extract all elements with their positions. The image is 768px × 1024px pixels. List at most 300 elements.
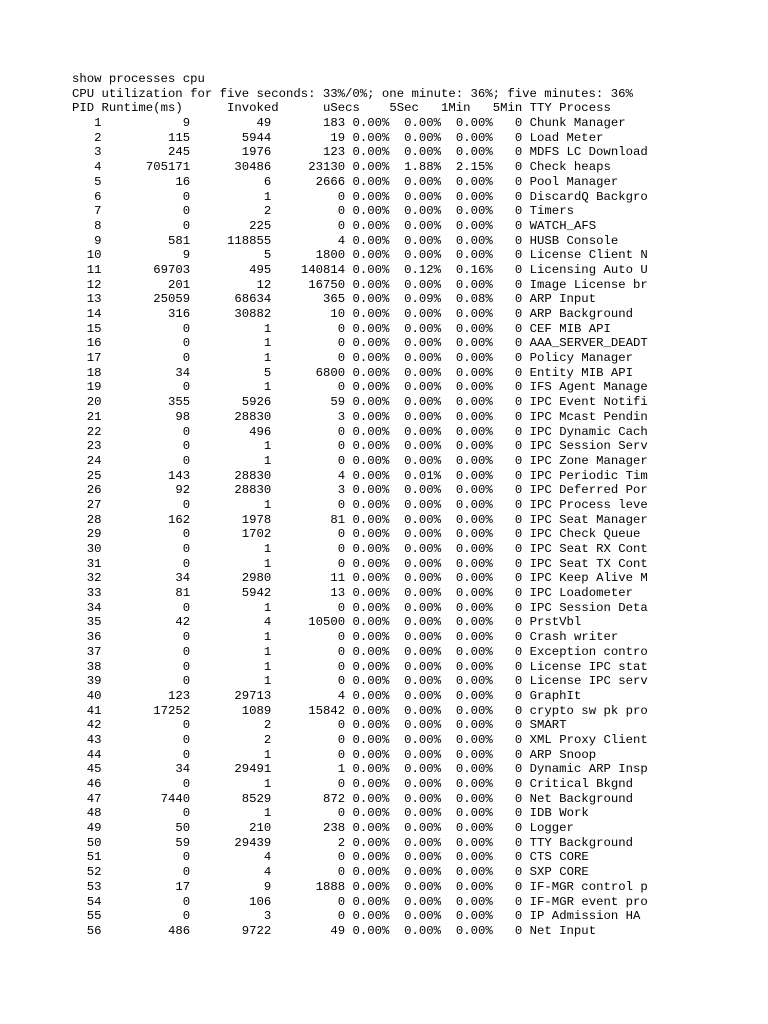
cell-invoked: 118855 <box>227 233 272 248</box>
cell-process: AAA_SERVER_DEADT <box>529 336 648 351</box>
cell-process: License Client N <box>529 248 648 263</box>
cell-tty: 0 <box>514 424 523 439</box>
table-row <box>72 131 648 146</box>
cell-process: Dynamic ARP Insp <box>529 762 648 777</box>
cell-tty: 0 <box>514 497 523 512</box>
cell-tty: 0 <box>514 777 523 791</box>
cell-pid: 22 <box>86 424 102 439</box>
table-row <box>72 469 648 484</box>
cell-pid: 31 <box>86 556 102 571</box>
table-row <box>72 733 648 748</box>
cell-pct-1min: 0.00% <box>404 600 442 615</box>
cell-tty: 0 <box>514 512 523 527</box>
cell-usecs: 0 <box>337 600 346 615</box>
cell-runtime: 17 <box>175 879 191 894</box>
cell-runtime: 0 <box>182 806 191 821</box>
cell-runtime: 34 <box>175 365 191 380</box>
cell-usecs: 10 <box>330 307 346 321</box>
cell-pct-1min: 0.00% <box>404 380 442 395</box>
cell-pct-1min: 0.00% <box>404 365 442 380</box>
cell-pct-5sec: 0.00% <box>352 453 390 468</box>
cell-runtime: 0 <box>182 644 191 659</box>
cell-process: XML Proxy Client <box>529 732 648 747</box>
cell-usecs: 4 <box>337 233 346 248</box>
cell-pid: 26 <box>86 483 102 498</box>
cell-pct-5min: 0.00% <box>455 380 493 395</box>
cell-pct-5sec: 0.00% <box>352 923 390 938</box>
cell-tty: 0 <box>514 630 523 645</box>
cell-pct-5min: 0.00% <box>455 821 493 836</box>
cell-pct-5min: 0.00% <box>455 644 493 659</box>
cell-usecs: 0 <box>337 556 346 571</box>
cell-runtime: 0 <box>182 747 191 762</box>
cell-pct-1min: 0.00% <box>404 909 442 924</box>
cell-pct-5min: 0.00% <box>455 630 493 645</box>
cell-pct-5sec: 0.00% <box>352 439 390 454</box>
table-row <box>72 542 648 557</box>
cell-pid: 37 <box>86 644 102 659</box>
cell-tty: 0 <box>514 453 523 468</box>
cell-usecs: 3 <box>337 409 346 424</box>
cell-pct-5min: 0.00% <box>455 909 493 924</box>
cell-invoked: 12 <box>256 277 272 292</box>
cell-tty: 0 <box>514 380 523 395</box>
cell-invoked: 5942 <box>241 586 272 601</box>
cell-runtime: 0 <box>182 542 191 556</box>
col-tty-header: TTY <box>529 101 552 116</box>
cell-runtime: 581 <box>167 233 191 248</box>
cell-pct-5sec: 0.00% <box>352 850 390 865</box>
cell-pct-5min: 0.00% <box>455 777 493 791</box>
cell-pid: 6 <box>94 189 102 204</box>
cell-runtime: 34 <box>175 571 191 586</box>
cell-process: IPC Session Deta <box>529 600 648 615</box>
cell-pct-5min: 0.00% <box>455 453 493 468</box>
cell-pct-5min: 2.15% <box>455 160 493 175</box>
cell-pid: 55 <box>86 909 102 924</box>
cell-pct-1min: 0.00% <box>404 659 442 674</box>
cell-pct-5sec: 0.00% <box>352 204 390 219</box>
cell-pct-5sec: 0.00% <box>352 835 390 850</box>
cell-pct-5min: 0.00% <box>455 204 493 219</box>
cell-runtime: 201 <box>167 277 191 292</box>
table-row <box>72 895 648 910</box>
cell-usecs: 0 <box>337 806 346 821</box>
cell-invoked: 8529 <box>241 791 272 806</box>
cell-pid: 33 <box>86 586 102 601</box>
cell-tty: 0 <box>514 659 523 674</box>
cell-pct-5sec: 0.00% <box>352 174 390 189</box>
cell-process: IF-MGR control p <box>529 879 648 894</box>
cell-runtime: 0 <box>182 894 191 909</box>
cell-process: IPC Seat RX Cont <box>529 542 648 556</box>
cell-process: Chunk Manager <box>529 116 626 131</box>
cell-usecs: 0 <box>337 351 346 366</box>
cell-pct-5sec: 0.00% <box>352 821 390 836</box>
cell-process: CTS CORE <box>529 850 589 865</box>
cell-process: IP Admission HA <box>529 909 641 924</box>
cell-invoked: 2 <box>263 204 272 219</box>
cell-invoked: 1 <box>263 644 272 659</box>
cell-pid: 17 <box>86 351 102 366</box>
table-row <box>72 234 648 249</box>
cell-pct-5min: 0.00% <box>455 835 493 850</box>
cell-pct-5sec: 0.00% <box>352 571 390 586</box>
cell-pid: 44 <box>86 747 102 762</box>
cell-pid: 1 <box>94 116 102 131</box>
cell-tty: 0 <box>514 395 523 410</box>
cell-pid: 9 <box>94 233 102 248</box>
cell-pct-5sec: 0.00% <box>352 248 390 263</box>
cell-invoked: 4 <box>263 615 272 630</box>
cell-tty: 0 <box>514 233 523 248</box>
cell-process: IPC Dynamic Cach <box>529 424 648 439</box>
cell-pct-5min: 0.00% <box>455 365 493 380</box>
cell-runtime: 7440 <box>160 791 191 806</box>
cell-usecs: 0 <box>337 674 346 689</box>
cell-pid: 23 <box>86 439 102 454</box>
cell-pct-5min: 0.00% <box>455 497 493 512</box>
cell-pid: 29 <box>86 527 102 542</box>
cell-tty: 0 <box>514 747 523 762</box>
cell-invoked: 2980 <box>241 571 272 586</box>
table-row <box>72 498 648 513</box>
cell-pct-1min: 0.00% <box>404 424 442 439</box>
cell-pct-5sec: 0.00% <box>352 791 390 806</box>
cell-tty: 0 <box>514 321 523 336</box>
cell-runtime: 0 <box>182 600 191 615</box>
cell-process: IPC Seat Manager <box>529 512 648 527</box>
table-row <box>72 116 648 131</box>
cell-pct-5min: 0.00% <box>455 674 493 689</box>
table-row <box>72 689 648 704</box>
cell-pct-5min: 0.00% <box>455 791 493 806</box>
cell-pid: 38 <box>86 659 102 674</box>
cell-pct-5min: 0.00% <box>455 336 493 351</box>
cell-pct-5min: 0.00% <box>455 439 493 454</box>
cell-invoked: 1 <box>263 747 272 762</box>
cell-pct-5min: 0.00% <box>455 527 493 542</box>
cell-usecs: 0 <box>337 630 346 645</box>
cell-usecs: 0 <box>337 747 346 762</box>
cell-usecs: 0 <box>337 424 346 439</box>
table-row <box>72 527 648 542</box>
cell-process: Logger <box>529 821 574 836</box>
cell-pct-1min: 0.00% <box>404 747 442 762</box>
cell-pct-5sec: 0.00% <box>352 512 390 527</box>
cell-pct-5sec: 0.00% <box>352 292 390 307</box>
cell-pct-1min: 0.00% <box>404 497 442 512</box>
cell-process: Crash writer <box>529 630 619 645</box>
table-row <box>72 865 648 880</box>
cell-pct-5min: 0.00% <box>455 277 493 292</box>
cell-pid: 39 <box>86 674 102 689</box>
cell-runtime: 316 <box>167 307 191 321</box>
cell-pid: 14 <box>86 307 102 321</box>
cell-pid: 54 <box>86 894 102 909</box>
table-row <box>72 806 648 821</box>
cell-pct-5sec: 0.00% <box>352 688 390 703</box>
table-row <box>72 777 648 792</box>
table-row <box>72 351 648 366</box>
cell-invoked: 496 <box>249 424 272 439</box>
table-row <box>72 439 648 454</box>
cell-invoked: 28830 <box>234 468 272 483</box>
cell-process: Critical Bkgnd <box>529 777 633 791</box>
cell-pct-5sec: 0.00% <box>352 615 390 630</box>
cell-process: ARP Input <box>529 292 597 307</box>
cell-pct-5sec: 0.00% <box>352 365 390 380</box>
cell-process: SXP CORE <box>529 865 589 880</box>
cell-tty: 0 <box>514 204 523 219</box>
cell-tty: 0 <box>514 644 523 659</box>
cell-pct-1min: 0.00% <box>404 145 442 160</box>
cell-usecs: 23130 <box>308 160 346 175</box>
cell-pct-1min: 0.00% <box>404 453 442 468</box>
cell-pct-1min: 0.00% <box>404 923 442 938</box>
cell-pct-1min: 0.00% <box>404 130 442 145</box>
cell-pid: 47 <box>86 791 102 806</box>
cell-invoked: 9722 <box>241 923 272 938</box>
cell-pct-5min: 0.00% <box>455 865 493 880</box>
cell-pid: 32 <box>86 571 102 586</box>
cell-usecs: 19 <box>330 130 346 145</box>
cell-pid: 36 <box>86 630 102 645</box>
cell-pct-5min: 0.00% <box>455 130 493 145</box>
cell-process: IPC Keep Alive M <box>529 571 648 586</box>
cell-pct-1min: 0.09% <box>404 292 442 307</box>
cell-tty: 0 <box>514 351 523 366</box>
cell-usecs: 6800 <box>315 365 346 380</box>
cell-process: DiscardQ Backgro <box>529 189 648 204</box>
cell-tty: 0 <box>514 923 523 938</box>
table-row <box>72 204 648 219</box>
cell-tty: 0 <box>514 365 523 380</box>
cell-invoked: 1 <box>263 336 272 351</box>
cell-pct-1min: 0.00% <box>404 351 442 366</box>
cell-pct-5sec: 0.00% <box>352 630 390 645</box>
cell-invoked: 6 <box>263 174 272 189</box>
cell-runtime: 42 <box>175 615 191 630</box>
cell-runtime: 9 <box>182 248 191 263</box>
cell-invoked: 1 <box>263 321 272 336</box>
cell-process: ARP Background <box>529 307 633 321</box>
cell-process: Policy Manager <box>529 351 633 366</box>
cell-tty: 0 <box>514 174 523 189</box>
cell-invoked: 1 <box>263 189 272 204</box>
cell-pid: 11 <box>86 262 102 277</box>
cell-runtime: 355 <box>167 395 191 410</box>
cell-usecs: 365 <box>322 292 346 307</box>
cell-runtime: 0 <box>182 218 191 233</box>
cell-invoked: 1 <box>263 351 272 366</box>
cell-pid: 10 <box>86 248 102 263</box>
cell-pct-1min: 0.00% <box>404 865 442 880</box>
cell-runtime: 245 <box>167 145 191 160</box>
table-row <box>72 425 648 440</box>
cell-invoked: 1 <box>263 659 272 674</box>
cell-pct-1min: 0.00% <box>404 703 442 718</box>
table-row <box>72 924 648 939</box>
cell-pct-5sec: 0.00% <box>352 703 390 718</box>
cell-runtime: 0 <box>182 204 191 219</box>
cell-process: Check heaps <box>529 160 611 175</box>
cell-tty: 0 <box>514 439 523 454</box>
cell-pct-5sec: 0.00% <box>352 307 390 321</box>
table-row <box>72 483 648 498</box>
cell-process: Exception contro <box>529 644 648 659</box>
cell-usecs: 0 <box>337 321 346 336</box>
cell-pct-5sec: 0.00% <box>352 732 390 747</box>
cell-usecs: 0 <box>337 644 346 659</box>
cell-invoked: 5944 <box>241 130 272 145</box>
cell-invoked: 49 <box>256 116 272 131</box>
cell-tty: 0 <box>514 762 523 777</box>
table-row <box>72 880 648 895</box>
cell-tty: 0 <box>514 879 523 894</box>
cell-runtime: 9 <box>182 116 191 131</box>
cell-pct-5sec: 0.00% <box>352 262 390 277</box>
cell-pct-5min: 0.00% <box>455 586 493 601</box>
cell-pid: 16 <box>86 336 102 351</box>
cell-invoked: 68634 <box>234 292 272 307</box>
table-row <box>72 307 648 322</box>
cell-process: License IPC serv <box>529 674 648 689</box>
cell-invoked: 106 <box>249 894 272 909</box>
cell-pct-1min: 0.00% <box>404 409 442 424</box>
cell-process: IDB Work <box>529 806 589 821</box>
cell-tty: 0 <box>514 189 523 204</box>
cell-pct-1min: 0.00% <box>404 189 442 204</box>
cell-process: crypto sw pk pro <box>529 703 648 718</box>
cell-pct-1min: 0.00% <box>404 439 442 454</box>
cell-usecs: 0 <box>337 865 346 880</box>
cell-runtime: 0 <box>182 718 191 733</box>
cell-pct-5min: 0.00% <box>455 351 493 366</box>
cell-process: IPC Check Queue <box>529 527 641 542</box>
cell-pct-5sec: 0.00% <box>352 336 390 351</box>
cell-pct-5min: 0.08% <box>455 292 493 307</box>
cell-usecs: 2 <box>337 835 346 850</box>
cell-pct-1min: 0.00% <box>404 821 442 836</box>
cell-process: IPC Seat TX Cont <box>529 556 648 571</box>
table-row <box>72 748 648 763</box>
cell-pid: 50 <box>86 835 102 850</box>
cell-pct-5sec: 0.00% <box>352 718 390 733</box>
cell-usecs: 3 <box>337 483 346 498</box>
cell-pct-5sec: 0.00% <box>352 233 390 248</box>
cell-process: IPC Deferred Por <box>529 483 648 498</box>
cell-pct-5min: 0.00% <box>455 321 493 336</box>
cell-pct-5min: 0.00% <box>455 600 493 615</box>
cell-tty: 0 <box>514 615 523 630</box>
cell-pid: 3 <box>94 145 102 160</box>
cell-tty: 0 <box>514 894 523 909</box>
cell-pct-5sec: 0.00% <box>352 483 390 498</box>
cell-usecs: 15842 <box>308 703 346 718</box>
cell-process: IPC Event Notifi <box>529 395 648 410</box>
cell-runtime: 0 <box>182 777 191 791</box>
col-invoked-header: Invoked <box>227 101 279 116</box>
table-row <box>72 263 648 278</box>
cell-pct-5min: 0.00% <box>455 806 493 821</box>
cell-pid: 15 <box>86 321 102 336</box>
cell-tty: 0 <box>514 468 523 483</box>
cell-runtime: 0 <box>182 850 191 865</box>
cell-pct-5sec: 0.00% <box>352 659 390 674</box>
cell-tty: 0 <box>514 600 523 615</box>
cell-usecs: 238 <box>322 821 346 836</box>
col-1min-header: 1Min <box>441 101 471 116</box>
cell-invoked: 29713 <box>234 688 272 703</box>
cell-runtime: 0 <box>182 453 191 468</box>
cell-tty: 0 <box>514 791 523 806</box>
cell-pct-5sec: 0.00% <box>352 894 390 909</box>
table-row <box>72 380 648 395</box>
cell-invoked: 30882 <box>234 307 272 321</box>
table-row <box>72 175 648 190</box>
cell-tty: 0 <box>514 865 523 880</box>
table-row <box>72 674 648 689</box>
table-row <box>72 190 648 205</box>
cell-pct-1min: 0.00% <box>404 233 442 248</box>
cell-tty: 0 <box>514 821 523 836</box>
cell-runtime: 123 <box>167 688 191 703</box>
cell-process: WATCH_AFS <box>529 218 597 233</box>
cell-invoked: 3 <box>263 909 272 924</box>
cell-usecs: 4 <box>337 468 346 483</box>
table-row <box>72 322 648 337</box>
col-runtime-header: Runtime(ms) <box>101 101 183 116</box>
cell-pid: 18 <box>86 365 102 380</box>
cell-pct-5sec: 0.00% <box>352 879 390 894</box>
cell-pct-5min: 0.00% <box>455 894 493 909</box>
col-pid-header: PID <box>72 101 95 116</box>
cell-pct-5sec: 0.00% <box>352 380 390 395</box>
cell-process: IF-MGR event pro <box>529 894 648 909</box>
cell-pct-5sec: 0.00% <box>352 395 390 410</box>
table-row <box>72 615 648 630</box>
cell-runtime: 162 <box>167 512 191 527</box>
cell-pct-5min: 0.00% <box>455 468 493 483</box>
process-rows <box>72 116 648 939</box>
cell-process: Image License br <box>529 277 648 292</box>
cell-pct-5min: 0.00% <box>455 512 493 527</box>
table-header <box>72 101 648 116</box>
cell-invoked: 1 <box>263 439 272 454</box>
cell-usecs: 0 <box>337 894 346 909</box>
cell-usecs: 0 <box>337 189 346 204</box>
cell-pid: 24 <box>86 453 102 468</box>
col-5sec-header: 5Sec <box>389 101 419 116</box>
table-row <box>72 850 648 865</box>
cell-usecs: 0 <box>337 453 346 468</box>
cell-pct-5min: 0.00% <box>455 879 493 894</box>
cell-process: Net Background <box>529 791 633 806</box>
cell-invoked: 1 <box>263 777 272 791</box>
cell-pid: 51 <box>86 850 102 865</box>
cell-invoked: 4 <box>263 865 272 880</box>
table-row <box>72 395 648 410</box>
cell-invoked: 1 <box>263 497 272 512</box>
cell-process: IPC Loadometer <box>529 586 633 601</box>
cell-tty: 0 <box>514 409 523 424</box>
cell-invoked: 2 <box>263 732 272 747</box>
cell-pct-1min: 0.00% <box>404 718 442 733</box>
cell-pct-1min: 0.00% <box>404 630 442 645</box>
cell-pct-1min: 0.00% <box>404 777 442 791</box>
table-row <box>72 660 648 675</box>
